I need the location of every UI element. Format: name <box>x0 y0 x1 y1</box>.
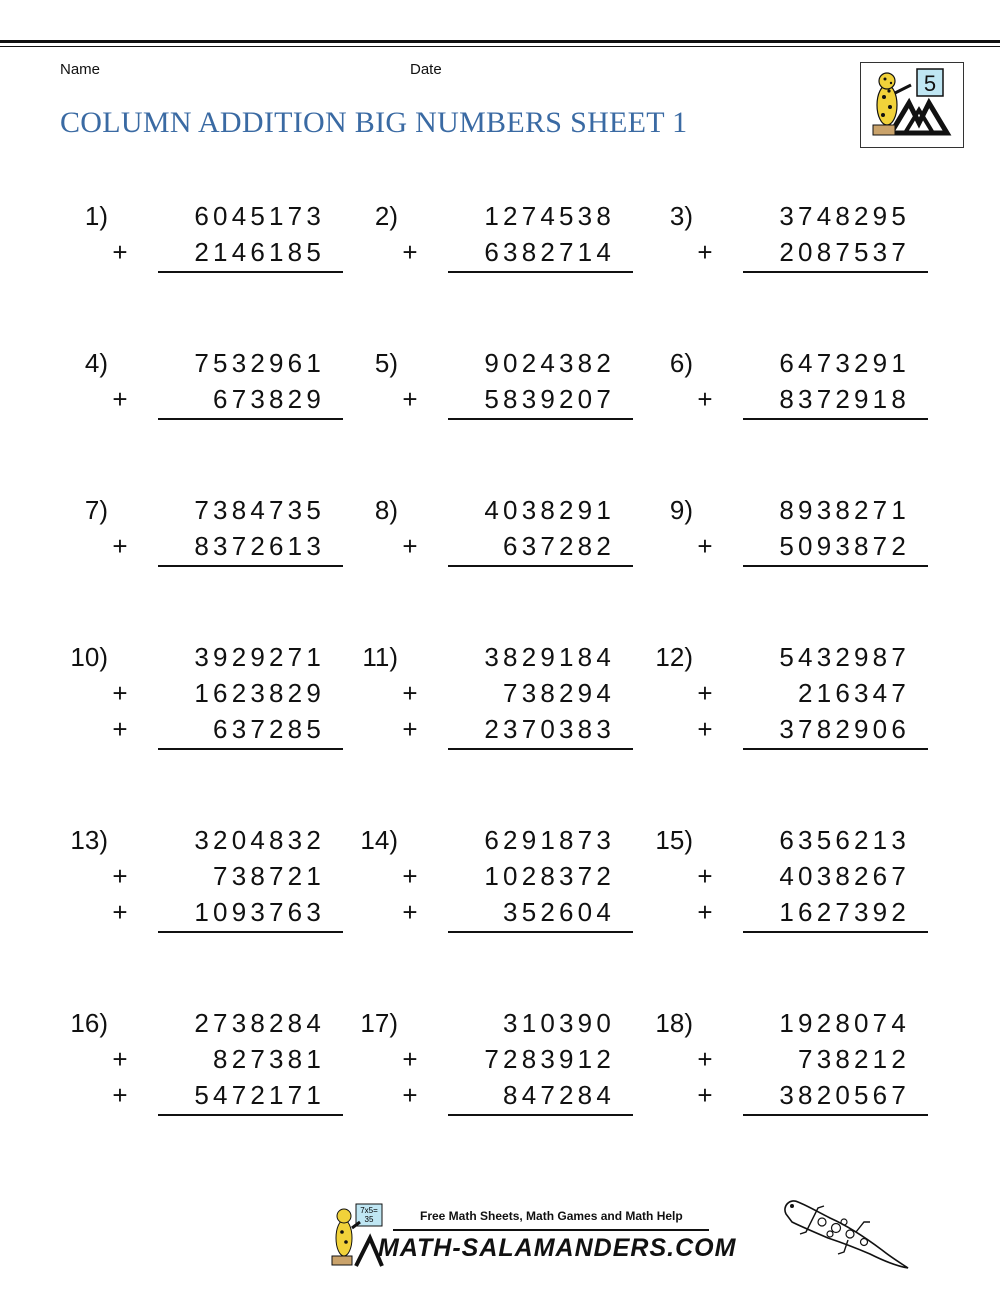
answer-line <box>743 1114 928 1116</box>
top-rule-thin <box>0 46 1000 47</box>
operand-value: 4038267 <box>779 861 910 891</box>
problem-number: 10) <box>70 642 108 672</box>
plus-sign: + <box>112 1044 128 1074</box>
footer-logo-equation-bottom: 35 <box>364 1215 374 1224</box>
operand-value: 847284 <box>503 1080 615 1110</box>
plus-sign: + <box>697 531 713 561</box>
operand-line <box>400 492 625 528</box>
operand-value: 5432987 <box>779 642 910 672</box>
plus-sign: + <box>402 531 418 561</box>
plus-sign: + <box>112 897 128 927</box>
problem-number: 9) <box>669 495 693 525</box>
operand-value: 7532961 <box>194 348 325 378</box>
problem-number: 16) <box>70 1008 108 1038</box>
operand-line <box>400 1041 625 1077</box>
plus-sign: + <box>112 861 128 891</box>
answer-line <box>158 1114 343 1116</box>
grade-logo <box>860 62 964 148</box>
operand-line <box>695 639 920 675</box>
operand-line <box>695 858 920 894</box>
answer-line <box>158 418 343 420</box>
operand-line <box>110 711 335 747</box>
operand-line <box>400 198 625 234</box>
operand-value: 738721 <box>213 861 325 891</box>
footer-rule <box>393 1229 709 1231</box>
operand-value: 1274538 <box>484 201 615 231</box>
operand-value: 1627392 <box>779 897 910 927</box>
salamander-outline-icon <box>778 1192 913 1272</box>
plus-sign: + <box>402 897 418 927</box>
operand-line <box>110 822 335 858</box>
problem-number: 3) <box>669 201 693 231</box>
operand-line <box>110 381 335 417</box>
plus-sign: + <box>697 861 713 891</box>
plus-sign: + <box>402 861 418 891</box>
operand-line <box>110 639 335 675</box>
footer-tagline: Free Math Sheets, Math Games and Math Help <box>420 1209 683 1223</box>
operand-value: 5093872 <box>779 531 910 561</box>
operand-value: 3782906 <box>779 714 910 744</box>
operand-line <box>695 711 920 747</box>
problem-number: 17) <box>360 1008 398 1038</box>
operand-line <box>400 528 625 564</box>
operand-value: 8938271 <box>779 495 910 525</box>
plus-sign: + <box>112 237 128 267</box>
footer-salamander-logo-icon <box>326 1200 386 1270</box>
answer-line <box>158 271 343 273</box>
answer-line <box>743 418 928 420</box>
plus-sign: + <box>697 897 713 927</box>
operand-value: 6382714 <box>484 237 615 267</box>
operand-line <box>695 822 920 858</box>
operand-value: 352604 <box>503 897 615 927</box>
operand-line <box>110 858 335 894</box>
answer-line <box>448 931 633 933</box>
operand-line <box>695 1077 920 1113</box>
operand-line <box>400 381 625 417</box>
plus-sign: + <box>402 1044 418 1074</box>
operand-value: 5472171 <box>194 1080 325 1110</box>
operand-value: 3820567 <box>779 1080 910 1110</box>
name-label: Name <box>60 61 101 78</box>
operand-line <box>110 1077 335 1113</box>
operand-value: 7283912 <box>484 1044 615 1074</box>
answer-line <box>448 271 633 273</box>
operand-value: 310390 <box>503 1008 615 1038</box>
operand-line <box>400 711 625 747</box>
operand-line <box>400 234 625 270</box>
problem-number: 13) <box>70 825 108 855</box>
operand-value: 738212 <box>798 1044 910 1074</box>
plus-sign: + <box>697 237 713 267</box>
plus-sign: + <box>112 678 128 708</box>
problem-number: 12) <box>655 642 693 672</box>
operand-line <box>695 381 920 417</box>
operand-value: 8372613 <box>194 531 325 561</box>
operand-line <box>400 675 625 711</box>
operand-value: 5839207 <box>484 384 615 414</box>
operand-line <box>400 345 625 381</box>
problem-number: 4) <box>84 348 108 378</box>
operand-value: 3204832 <box>194 825 325 855</box>
operand-line <box>400 858 625 894</box>
answer-line <box>448 565 633 567</box>
operand-value: 3929271 <box>194 642 325 672</box>
problem-number: 7) <box>84 495 108 525</box>
plus-sign: + <box>402 384 418 414</box>
problem-number: 2) <box>374 201 398 231</box>
problem-number: 6) <box>669 348 693 378</box>
problem-number: 14) <box>360 825 398 855</box>
plus-sign: + <box>112 384 128 414</box>
operand-value: 1928074 <box>779 1008 910 1038</box>
problem-number: 8) <box>374 495 398 525</box>
plus-sign: + <box>697 1044 713 1074</box>
operand-line <box>110 492 335 528</box>
answer-line <box>158 748 343 750</box>
operand-line <box>110 894 335 930</box>
problem-number: 5) <box>374 348 398 378</box>
operand-value: 637285 <box>213 714 325 744</box>
plus-sign: + <box>402 678 418 708</box>
operand-line <box>110 198 335 234</box>
footer-brand: MATH-SALAMANDERS.COM <box>378 1234 737 1262</box>
operand-line <box>695 234 920 270</box>
operand-value: 1093763 <box>194 897 325 927</box>
operand-value: 3829184 <box>484 642 615 672</box>
salamander-logo-icon <box>861 63 963 147</box>
grade-badge-number: 5 <box>923 71 937 96</box>
operand-value: 673829 <box>213 384 325 414</box>
answer-line <box>743 565 928 567</box>
operand-line <box>110 528 335 564</box>
answer-line <box>743 931 928 933</box>
operand-value: 6045173 <box>194 201 325 231</box>
plus-sign: + <box>112 531 128 561</box>
operand-line <box>695 894 920 930</box>
answer-line <box>743 748 928 750</box>
plus-sign: + <box>697 1080 713 1110</box>
operand-value: 6291873 <box>484 825 615 855</box>
plus-sign: + <box>402 1080 418 1110</box>
operand-value: 637282 <box>503 531 615 561</box>
operand-value: 6473291 <box>779 348 910 378</box>
answer-line <box>448 1114 633 1116</box>
answer-line <box>448 748 633 750</box>
answer-line <box>158 931 343 933</box>
date-label: Date <box>410 61 442 78</box>
footer-logo-equation-top: 7x5= <box>360 1206 378 1215</box>
plus-sign: + <box>697 384 713 414</box>
operand-value: 3748295 <box>779 201 910 231</box>
operand-value: 216347 <box>798 678 910 708</box>
operand-line <box>695 675 920 711</box>
problem-number: 11) <box>362 642 398 672</box>
operand-value: 7384735 <box>194 495 325 525</box>
answer-line <box>743 271 928 273</box>
problem-number: 15) <box>655 825 693 855</box>
operand-line <box>695 1041 920 1077</box>
operand-line <box>695 345 920 381</box>
operand-value: 1623829 <box>194 678 325 708</box>
operand-line <box>110 345 335 381</box>
operand-line <box>110 1041 335 1077</box>
top-rule <box>0 40 1000 43</box>
operand-line <box>695 1005 920 1041</box>
operand-value: 2370383 <box>484 714 615 744</box>
problem-number: 1) <box>84 201 108 231</box>
operand-value: 4038291 <box>484 495 615 525</box>
operand-line <box>400 1077 625 1113</box>
answer-line <box>158 565 343 567</box>
operand-line <box>110 675 335 711</box>
operand-value: 1028372 <box>484 861 615 891</box>
operand-line <box>400 822 625 858</box>
worksheet-title: COLUMN ADDITION BIG NUMBERS SHEET 1 <box>60 106 688 139</box>
operand-line <box>695 198 920 234</box>
plus-sign: + <box>697 714 713 744</box>
plus-sign: + <box>112 714 128 744</box>
operand-line <box>110 1005 335 1041</box>
operand-line <box>400 894 625 930</box>
operand-line <box>695 492 920 528</box>
operand-value: 2087537 <box>779 237 910 267</box>
operand-value: 738294 <box>503 678 615 708</box>
operand-value: 827381 <box>213 1044 325 1074</box>
operand-line <box>695 528 920 564</box>
operand-value: 2146185 <box>194 237 325 267</box>
operand-line <box>400 639 625 675</box>
plus-sign: + <box>697 678 713 708</box>
operand-value: 8372918 <box>779 384 910 414</box>
operand-line <box>110 234 335 270</box>
plus-sign: + <box>402 237 418 267</box>
plus-sign: + <box>112 1080 128 1110</box>
operand-line <box>400 1005 625 1041</box>
answer-line <box>448 418 633 420</box>
problem-number: 18) <box>655 1008 693 1038</box>
operand-value: 2738284 <box>194 1008 325 1038</box>
plus-sign: + <box>402 714 418 744</box>
operand-value: 9024382 <box>484 348 615 378</box>
operand-value: 6356213 <box>779 825 910 855</box>
